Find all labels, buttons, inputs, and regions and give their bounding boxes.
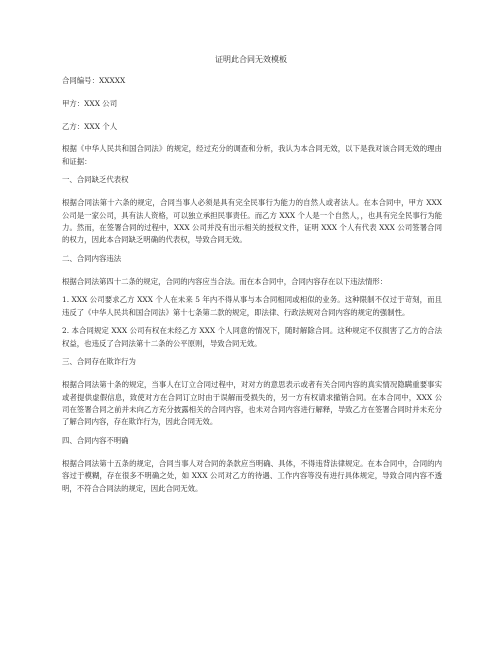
intro-paragraph: 根据《中华人民共和国合同法》的规定，经过充分的调查和分析，我认为本合同无效，以下是我对该合同无效的理由和证据：	[62, 144, 442, 166]
section-heading: 三、合同存在欺诈行为	[62, 357, 136, 367]
document-body	[62, 75, 442, 501]
section-paragraph: 根据合同法第十五条的规定，合同当事人对合同的条款应当明确、具体，不得违背法律规定。在本合同中，合同的内容过于模糊，存在很多不明确之处，如 XXX 公司对乙方的待遇、工作内容等没有进行具体规定，导致合同内容不透明，不符合合同法的规定，因此合同无效。	[62, 458, 442, 493]
section-paragraph: 根据合同法第十条的规定，当事人在订立合同过程中，对对方的意思表示或者有关合同内容的真实情况隐瞒重要事实或者提供虚假信息，致使对方在合同订立时由于误解而受损失的，另一方有权请求撤销合同。在本合同中，XXX 公司在签署合同之前并未向乙方充分披露相关的合同内容，也未对合同内容进行解释，导致乙方在签署合同时并未充分了解合同内容，存在欺诈行为，因此合同无效。	[62, 380, 442, 427]
party-a: 甲方：XXX 公司	[62, 98, 118, 108]
section-paragraph: 根据合同法第十六条的规定，合同当事人必须是具有完全民事行为能力的自然人或者法人。在本合同中，甲方 XXX 公司是一家公司，具有法人资格，可以独立承担民事责任。而乙方 XXX 个人是一个自然人，，也具有完全民事行为能力。然而，在签署合同的过程中，XXX 公司并没有出示相关的授权文件，证明 XXX 个人有代表 XXX 公司签署合同的权力，因此本合同缺乏明确的代表权，导致合同无效。	[62, 198, 442, 245]
section-heading: 四、合同内容不明确	[62, 436, 129, 445]
section-paragraph: 1. XXX 公司要求乙方 XXX 个人在未来 5 年内不得从事与本合同相同或相似的业务。这种限制不仅过于苛刻，而且违反了《中华人民共和国合同法》第十七条第二款的规定，即法律、行政法规对合同内容的规定的强制性。	[62, 295, 442, 317]
contract-number: 合同编号：XXXXX	[62, 76, 126, 85]
party-b: 乙方：XXX 个人	[62, 121, 118, 131]
section-heading: 二、合同内容违法	[62, 254, 122, 263]
section-paragraph: 2. 本合同规定 XXX 公司有权在未经乙方 XXX 个人同意的情况下，随时解除合同。这种规定不仅损害了乙方的合法权益，也违反了合同法第十二条的公平原则，导致合同无效。	[62, 326, 442, 348]
document-title: 证明此合同无效模板	[215, 55, 287, 64]
section-paragraph: 根据合同法第四十二条的规定，合同的内容应当合法。而在本合同中，合同内容存在以下违法情形：	[62, 276, 388, 286]
section-heading: 一、合同缺乏代表权	[62, 175, 129, 185]
